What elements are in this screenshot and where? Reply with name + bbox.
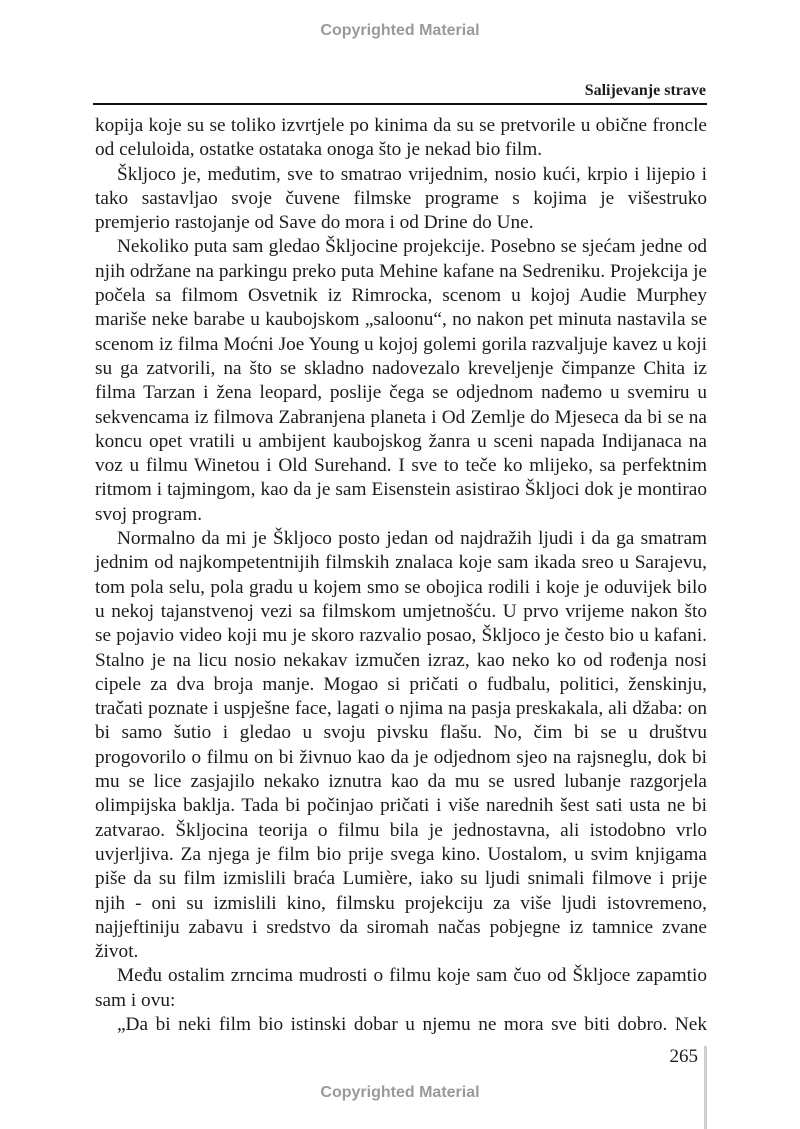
body-text bbox=[95, 114, 707, 1037]
paragraph: Normalno da mi je Škljoco posto jedan od najdražih ljudi i da ga smatram jednim od najkompetentnijih filmskih znalaca koje sam ikada sreo u Sarajevu, tom pola selu, pola gradu u kojem smo se obojica rodili i koje je oduvijek bilo u nekoj tajanstvenoj vezi sa filmskom umjetnošću. U prvo vrijeme nakon što se pojavio video koji mu je skoro razvalio posao, Škljoco je često bio u kafani. Stalno je na licu nosio nekakav izmučen izraz, kao neko ko od rođenja nosi cipele za dva broja manje. Mogao si pričati o fudbalu, politici, ženskinju, tračati poznate i uspješne face, lagati o njima na pasja preskakala, ali džaba: on bi samo šutio i gledao u svoju pivsku flašu. No, čim bi se u društvu progovorilo o filmu on bi živnuo kao da je odjednom sjeo na rajsneglu, dok bi mu se lice zasjajilo nekako iznutra kao da mu se usred lubanje razgorjela olimpijska baklja. Tada bi počinjao pričati i više narednih šest sati usta ne bi zatvarao. Škljocina teorija o filmu bila je jednostavna, ali istodobno vrlo uvjerljiva. Za njega je film bio prije svega kino. Uostalom, u svim knjigama piše da su film izmislili braća Lumière, iako su ljudi snimali filmove i prije njih - oni su izmislili kino, filmsku projekciju za više ljudi istovremeno, najjeftiniju zabavu i sredstvo da siromah načas pobjegne iz tamnice zvane život. bbox=[95, 528, 707, 963]
header-rule bbox=[93, 103, 707, 105]
page-number: 265 bbox=[669, 1046, 698, 1067]
paragraph: Nekoliko puta sam gledao Škljocine projekcije. Posebno se sjećam jedne od njih održane na parkingu preko puta Mehine kafane na Sedreniku. Projekcija je počela sa filmom Osvetnik iz Rimrocka, scenom u kojoj Audie Murphey mariše neke barabe u kaubojskom „saloonu“, no nakon pet minuta nastavila se scenom iz filma Moćni Joe Young u kojoj golemi gorila razvaljuje kavez u koji su ga zatvorili, na što se skladno nadovezalo kreveljenje čimpanze Chita iz filma Tarzan i žena leopard, poslije čega se odjednom nađemo u svemiru u sekvencama iz filmova Zabranjena planeta i Od Zemlje do Mjeseca da bi se na koncu opet vratili u ambijent kaubojskog žanra u sceni napada Indijanaca na voz u filmu Winetou i Old Surehand. I sve to teče ko mlijeko, sa perfektnim ritmom i tajmingom, kao da je sam Eisenstein asistirao Škljoci dok je montirao svoj program. bbox=[95, 236, 707, 525]
copyright-watermark-top: Copyrighted Material bbox=[320, 22, 480, 39]
running-head: Salijevanje strave bbox=[584, 82, 706, 99]
copyright-watermark-bottom: Copyrighted Material bbox=[320, 1084, 480, 1101]
paragraph: „Da bi neki film bio istinski dobar u njemu ne mora sve biti dobro. Nek bbox=[117, 1013, 707, 1035]
paragraph: Škljoco je, međutim, sve to smatrao vrijednim, nosio kući, krpio i lijepio i tako sastavljao svoje čuvene filmske programe s kojima je višestruko premjerio rastojanje od Save do mora i od Drine do Une. bbox=[95, 163, 707, 234]
paragraph: kopija koje su se toliko izvrtjele po kinima da su se pretvorile u obične froncle od celuloida, ostatke ostataka onoga što je nekad bio film. bbox=[95, 115, 707, 161]
paragraph: Među ostalim zrncima mudrosti o filmu koje sam čuo od Škljoce zapamtio sam i ovu: bbox=[95, 965, 707, 1011]
